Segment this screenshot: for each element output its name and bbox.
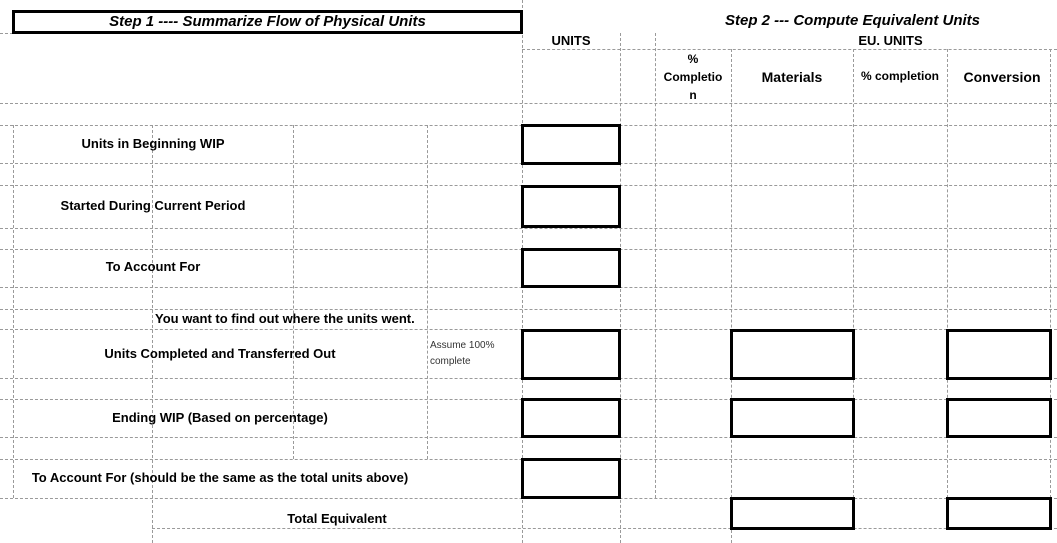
step1-title: Step 1 ---- Summarize Flow of Physical Units <box>109 13 426 30</box>
completed-out-label: Units Completed and Transferred Out <box>104 346 336 361</box>
to-account-for-label: To Account For <box>105 259 201 274</box>
units-to-account-for-check-input[interactable] <box>521 458 621 499</box>
conversion-header: Conversion <box>963 69 1041 85</box>
units-beginning-wip-input[interactable] <box>521 124 621 165</box>
pct-completion-header-line3: n <box>689 88 697 102</box>
assume-note-line2: complete <box>430 356 471 367</box>
materials-ending-wip-input[interactable] <box>730 398 855 438</box>
pct-completion-2-header: % completion <box>860 69 939 83</box>
conversion-ending-wip-input[interactable] <box>946 398 1052 438</box>
assume-note-line1: Assume 100% <box>430 340 495 351</box>
hint-text: You want to find out where the units went. <box>155 311 415 326</box>
total-equivalent-label: Total Equivalent <box>287 511 387 526</box>
materials-completed-out-input[interactable] <box>730 329 855 380</box>
ending-wip-label: Ending WIP (Based on percentage) <box>112 410 328 425</box>
units-started-input[interactable] <box>521 185 621 228</box>
units-to-account-for-input[interactable] <box>521 248 621 288</box>
materials-total-equivalent-input[interactable] <box>730 497 855 530</box>
beginning-wip-label: Units in Beginning WIP <box>81 136 225 151</box>
conversion-total-equivalent-input[interactable] <box>946 497 1052 530</box>
to-account-for-check-label: To Account For (should be the same as the total units above) <box>31 470 409 485</box>
started-label: Started During Current Period <box>60 198 246 213</box>
pct-completion-header-line1: % <box>687 52 699 66</box>
units-ending-wip-input[interactable] <box>521 398 621 438</box>
pct-completion-header-line2: Completio <box>663 70 723 84</box>
materials-header: Materials <box>761 69 823 85</box>
units-completed-out-input[interactable] <box>521 329 621 380</box>
units-header: UNITS <box>551 33 591 48</box>
step2-title: Step 2 --- Compute Equivalent Units <box>724 12 980 29</box>
conversion-completed-out-input[interactable] <box>946 329 1052 380</box>
eu-units-header: EU. UNITS <box>858 33 923 48</box>
